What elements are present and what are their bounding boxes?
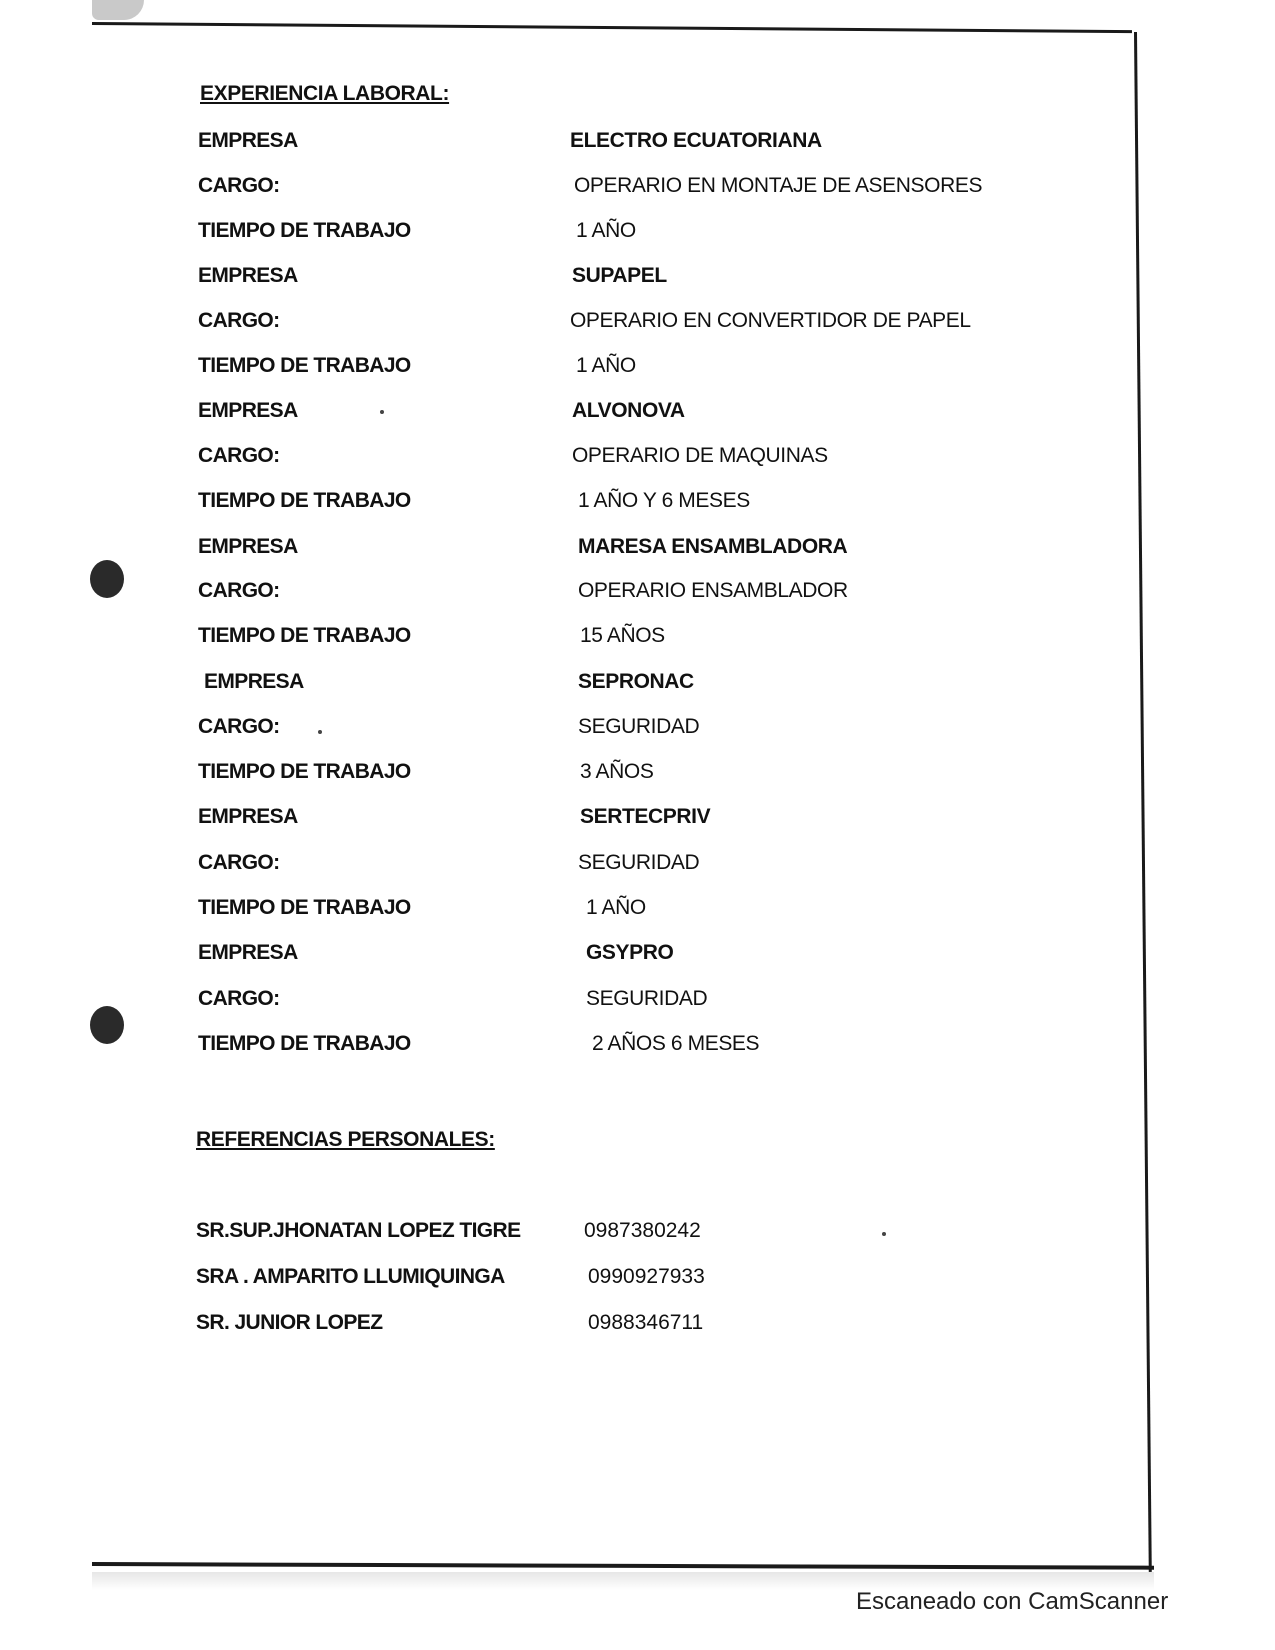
cargo-label: CARGO: [198, 987, 280, 1010]
empresa-value: ALVONOVA [572, 399, 685, 422]
tiempo-label: TIEMPO DE TRABAJO [198, 896, 411, 919]
cargo-label: CARGO: [198, 444, 280, 467]
camscanner-watermark: Escaneado con CamScanner [856, 1588, 1169, 1615]
experiencia-tiempo-row [198, 621, 1078, 651]
page-border-bottom [92, 1562, 1154, 1570]
referencia-phone: 0987380242 [584, 1219, 701, 1242]
empresa-value: MARESA ENSAMBLADORA [578, 535, 848, 558]
paper-corner-mark [92, 0, 144, 20]
empresa-value: SEPRONAC [578, 670, 694, 693]
experiencia-tiempo-row [198, 216, 1078, 246]
tiempo-value: 1 AÑO [586, 896, 646, 919]
empresa-value: GSYPRO [586, 941, 674, 964]
punch-hole-icon [90, 560, 124, 598]
cargo-value: OPERARIO EN MONTAJE DE ASENSORES [574, 174, 983, 197]
experiencia-cargo-row [198, 306, 1078, 336]
experiencia-empresa-row [198, 532, 1078, 562]
experiencia-tiempo-row [198, 757, 1078, 787]
cargo-label: CARGO: [198, 309, 280, 332]
tiempo-value: 1 AÑO [576, 219, 636, 242]
cargo-label: CARGO: [198, 851, 280, 874]
experiencia-cargo-row [198, 848, 1078, 878]
punch-hole-icon [90, 1006, 124, 1044]
empresa-label: EMPRESA [198, 264, 298, 287]
referencia-row [196, 1262, 896, 1292]
referencia-phone: 0990927933 [588, 1265, 705, 1288]
empresa-label: EMPRESA [198, 941, 298, 964]
referencias-personales-heading: REFERENCIAS PERSONALES: [196, 1128, 495, 1151]
experiencia-empresa-row [198, 261, 1078, 291]
experiencia-tiempo-row [198, 351, 1078, 381]
experiencia-tiempo-row [198, 486, 1078, 516]
cargo-value: OPERARIO ENSAMBLADOR [578, 579, 848, 602]
experiencia-empresa-row [198, 802, 1078, 832]
experiencia-cargo-row [198, 441, 1078, 471]
tiempo-value: 1 AÑO Y 6 MESES [578, 489, 750, 512]
cargo-value: SEGURIDAD [586, 987, 708, 1010]
cargo-label: CARGO: [198, 579, 280, 602]
referencia-name: SR.SUP.JHONATAN LOPEZ TIGRE [196, 1219, 521, 1242]
experiencia-cargo-row [198, 576, 1078, 606]
empresa-label: EMPRESA [198, 535, 298, 558]
cargo-value: SEGURIDAD [578, 851, 700, 874]
experiencia-cargo-row [198, 712, 1078, 742]
referencia-row [196, 1308, 896, 1338]
experiencia-empresa-row [198, 938, 1078, 968]
tiempo-label: TIEMPO DE TRABAJO [198, 624, 411, 647]
empresa-label: EMPRESA [198, 399, 298, 422]
experiencia-tiempo-row [198, 893, 1078, 923]
tiempo-label: TIEMPO DE TRABAJO [198, 1032, 411, 1055]
empresa-label: EMPRESA [204, 670, 304, 693]
cargo-label: CARGO: [198, 174, 280, 197]
cargo-value: OPERARIO DE MAQUINAS [572, 444, 828, 467]
tiempo-label: TIEMPO DE TRABAJO [198, 354, 411, 377]
referencia-name: SR. JUNIOR LOPEZ [196, 1311, 383, 1334]
cargo-value: OPERARIO EN CONVERTIDOR DE PAPEL [570, 309, 971, 332]
empresa-value: SUPAPEL [572, 264, 667, 287]
tiempo-value: 3 AÑOS [580, 760, 654, 783]
experiencia-empresa-row [198, 396, 1078, 426]
experiencia-tiempo-row [198, 1029, 1078, 1059]
page-border-right [1134, 32, 1152, 1572]
experiencia-empresa-row [198, 126, 1078, 156]
tiempo-value: 15 AÑOS [580, 624, 665, 647]
experiencia-cargo-row [198, 171, 1078, 201]
tiempo-label: TIEMPO DE TRABAJO [198, 760, 411, 783]
experiencia-empresa-row [198, 667, 1078, 697]
referencia-name: SRA . AMPARITO LLUMIQUINGA [196, 1265, 505, 1288]
tiempo-label: TIEMPO DE TRABAJO [198, 489, 411, 512]
referencia-row [196, 1216, 896, 1246]
cargo-value: SEGURIDAD [578, 715, 700, 738]
experiencia-laboral-heading: EXPERIENCIA LABORAL: [200, 82, 450, 105]
experiencia-cargo-row [198, 984, 1078, 1014]
tiempo-value: 2 AÑOS 6 MESES [592, 1032, 760, 1055]
tiempo-label: TIEMPO DE TRABAJO [198, 219, 411, 242]
empresa-value: SERTECPRIV [580, 805, 711, 828]
cargo-label: CARGO: [198, 715, 280, 738]
empresa-value: ELECTRO ECUATORIANA [570, 129, 822, 152]
empresa-label: EMPRESA [198, 129, 298, 152]
tiempo-value: 1 AÑO [576, 354, 636, 377]
referencia-phone: 0988346711 [588, 1311, 704, 1334]
empresa-label: EMPRESA [198, 805, 298, 828]
page-border-top [92, 22, 1132, 33]
